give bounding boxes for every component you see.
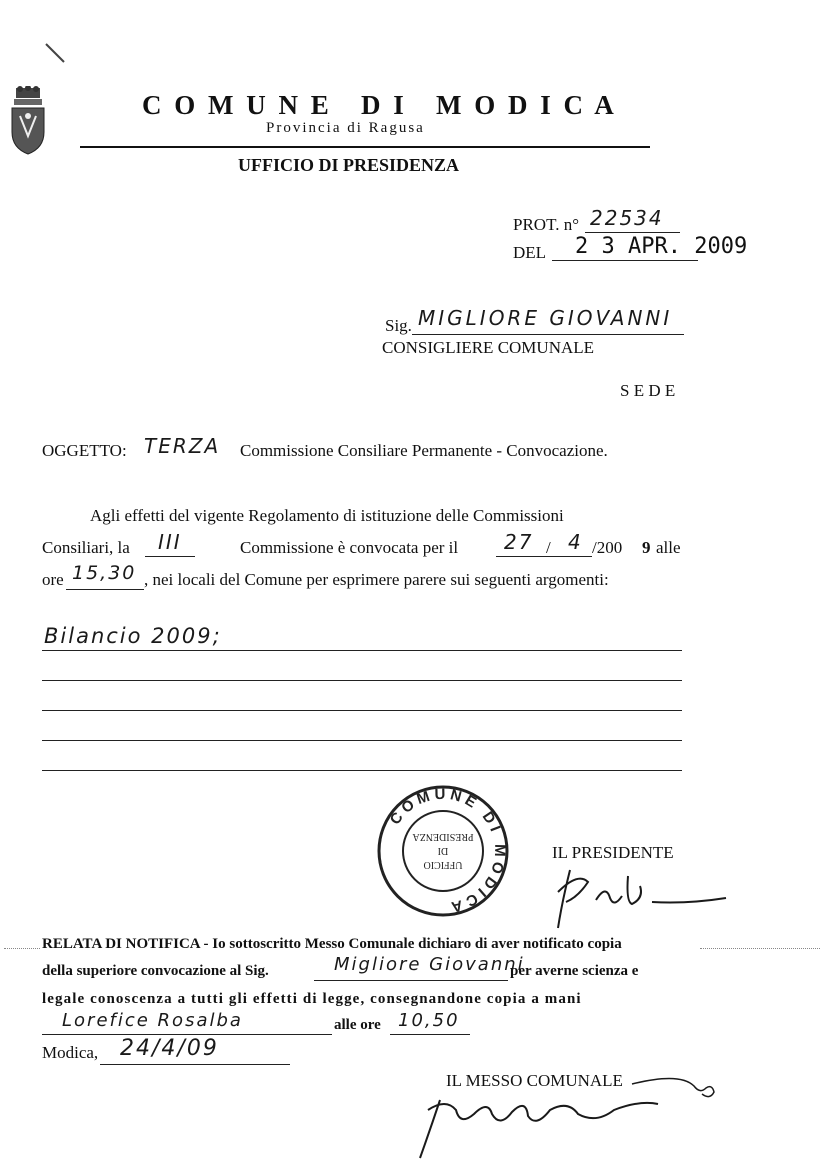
convocation-day: 27 <box>504 530 534 554</box>
body-line-2a: Consiliari, la <box>42 538 130 557</box>
body-line-2b: Commissione è convocata per il <box>240 538 459 557</box>
relata-line-5a: Modica, <box>42 1043 99 1062</box>
province-subtitle: Provincia di Ragusa <box>266 120 425 136</box>
prot-label: PROT. n° <box>513 215 579 234</box>
relata-time-underline <box>390 1034 470 1035</box>
year-prefix: /200 <box>592 538 623 557</box>
relata-hands-underline <box>42 1034 332 1035</box>
stamp-ring-text: COMUNE DI MODICA <box>386 785 509 917</box>
commission-underline <box>145 556 195 557</box>
body-line-1: Agli effetti del vigente Regolamento di istituzione delle Commissioni <box>90 506 564 525</box>
recipient-name: MIGLIORE GIOVANNI <box>418 306 673 330</box>
stamp-inner-1: UFFICIO <box>423 859 463 870</box>
relata-line-2a: della superiore convocazione al Sig. <box>42 963 269 979</box>
stamp-inner-2: DI <box>437 845 449 856</box>
relata-hands: Lorefice Rosalba <box>62 1010 243 1031</box>
convocation-hour: 15,30 <box>72 562 137 584</box>
commission-number: III <box>158 530 182 554</box>
office-title: UFFICIO DI PRESIDENZA <box>238 155 460 175</box>
agenda-line-4 <box>42 740 682 741</box>
recipient-role: CONSIGLIERE COMUNALE <box>382 338 595 357</box>
del-date: 2 3 APR. 2009 <box>575 234 748 259</box>
agenda-line-2 <box>42 680 682 681</box>
del-label: DEL <box>513 243 547 262</box>
agenda-topic: Bilancio 2009; <box>44 624 222 648</box>
relata-recipient: Migliore Giovanni <box>334 954 525 975</box>
prot-underline <box>585 232 680 233</box>
hour-underline <box>66 589 144 590</box>
subject-handwritten: TERZA <box>144 434 221 458</box>
stamp-inner-3: PRESIDENZA <box>412 831 474 842</box>
president-signature-icon <box>548 862 738 932</box>
year-suffix: 9 <box>642 538 651 557</box>
relata-date: 24/4/09 <box>120 1036 219 1061</box>
sede-label: S E D E <box>620 381 676 400</box>
body-line-3a: ore <box>42 570 64 589</box>
subject-text: Commissione Consiliare Permanente - Convocazione. <box>240 441 608 460</box>
body-line-2c: alle <box>656 538 681 557</box>
sig-label: Sig. <box>385 316 412 335</box>
relata-time: 10,50 <box>398 1010 460 1031</box>
stray-mark-icon <box>44 42 66 64</box>
agenda-line-1 <box>42 650 682 651</box>
relata-line-2b: per averne scienza e <box>510 963 639 979</box>
office-stamp <box>376 784 510 918</box>
agenda-line-5 <box>42 770 682 771</box>
president-label: IL PRESIDENTE <box>552 843 674 862</box>
agenda-line-3 <box>42 710 682 711</box>
body-line-3b: , nei locali del Comune per esprimere parere sui seguenti argomenti: <box>144 570 609 589</box>
relata-dotted-left <box>4 948 40 949</box>
messo-label: IL MESSO COMUNALE <box>446 1071 623 1090</box>
subject-label: OGGETTO: <box>42 441 127 460</box>
relata-line-4b: alle ore <box>334 1017 381 1033</box>
recipient-underline <box>412 334 684 335</box>
convocation-month: 4 <box>568 530 583 554</box>
municipality-title: C O M U N E D I M O D I C A <box>142 90 617 120</box>
messo-signature-icon <box>400 1070 730 1160</box>
prot-number: 22534 <box>590 206 664 230</box>
relata-date-underline <box>100 1064 290 1065</box>
relata-line-3: legale conoscenza a tutti gli effetti di legge, consegnandone copia a mani <box>42 991 582 1007</box>
relata-recipient-underline <box>314 980 508 981</box>
date-slash: / <box>546 538 551 557</box>
header-rule <box>80 146 650 148</box>
date-underline <box>496 556 592 557</box>
relata-dotted-right <box>700 948 820 949</box>
del-underline <box>552 260 698 261</box>
relata-line-1: RELATA DI NOTIFICA - Io sottoscritto Messo Comunale dichiaro di aver notificato copia <box>42 936 622 952</box>
coat-of-arms-icon <box>8 86 48 156</box>
